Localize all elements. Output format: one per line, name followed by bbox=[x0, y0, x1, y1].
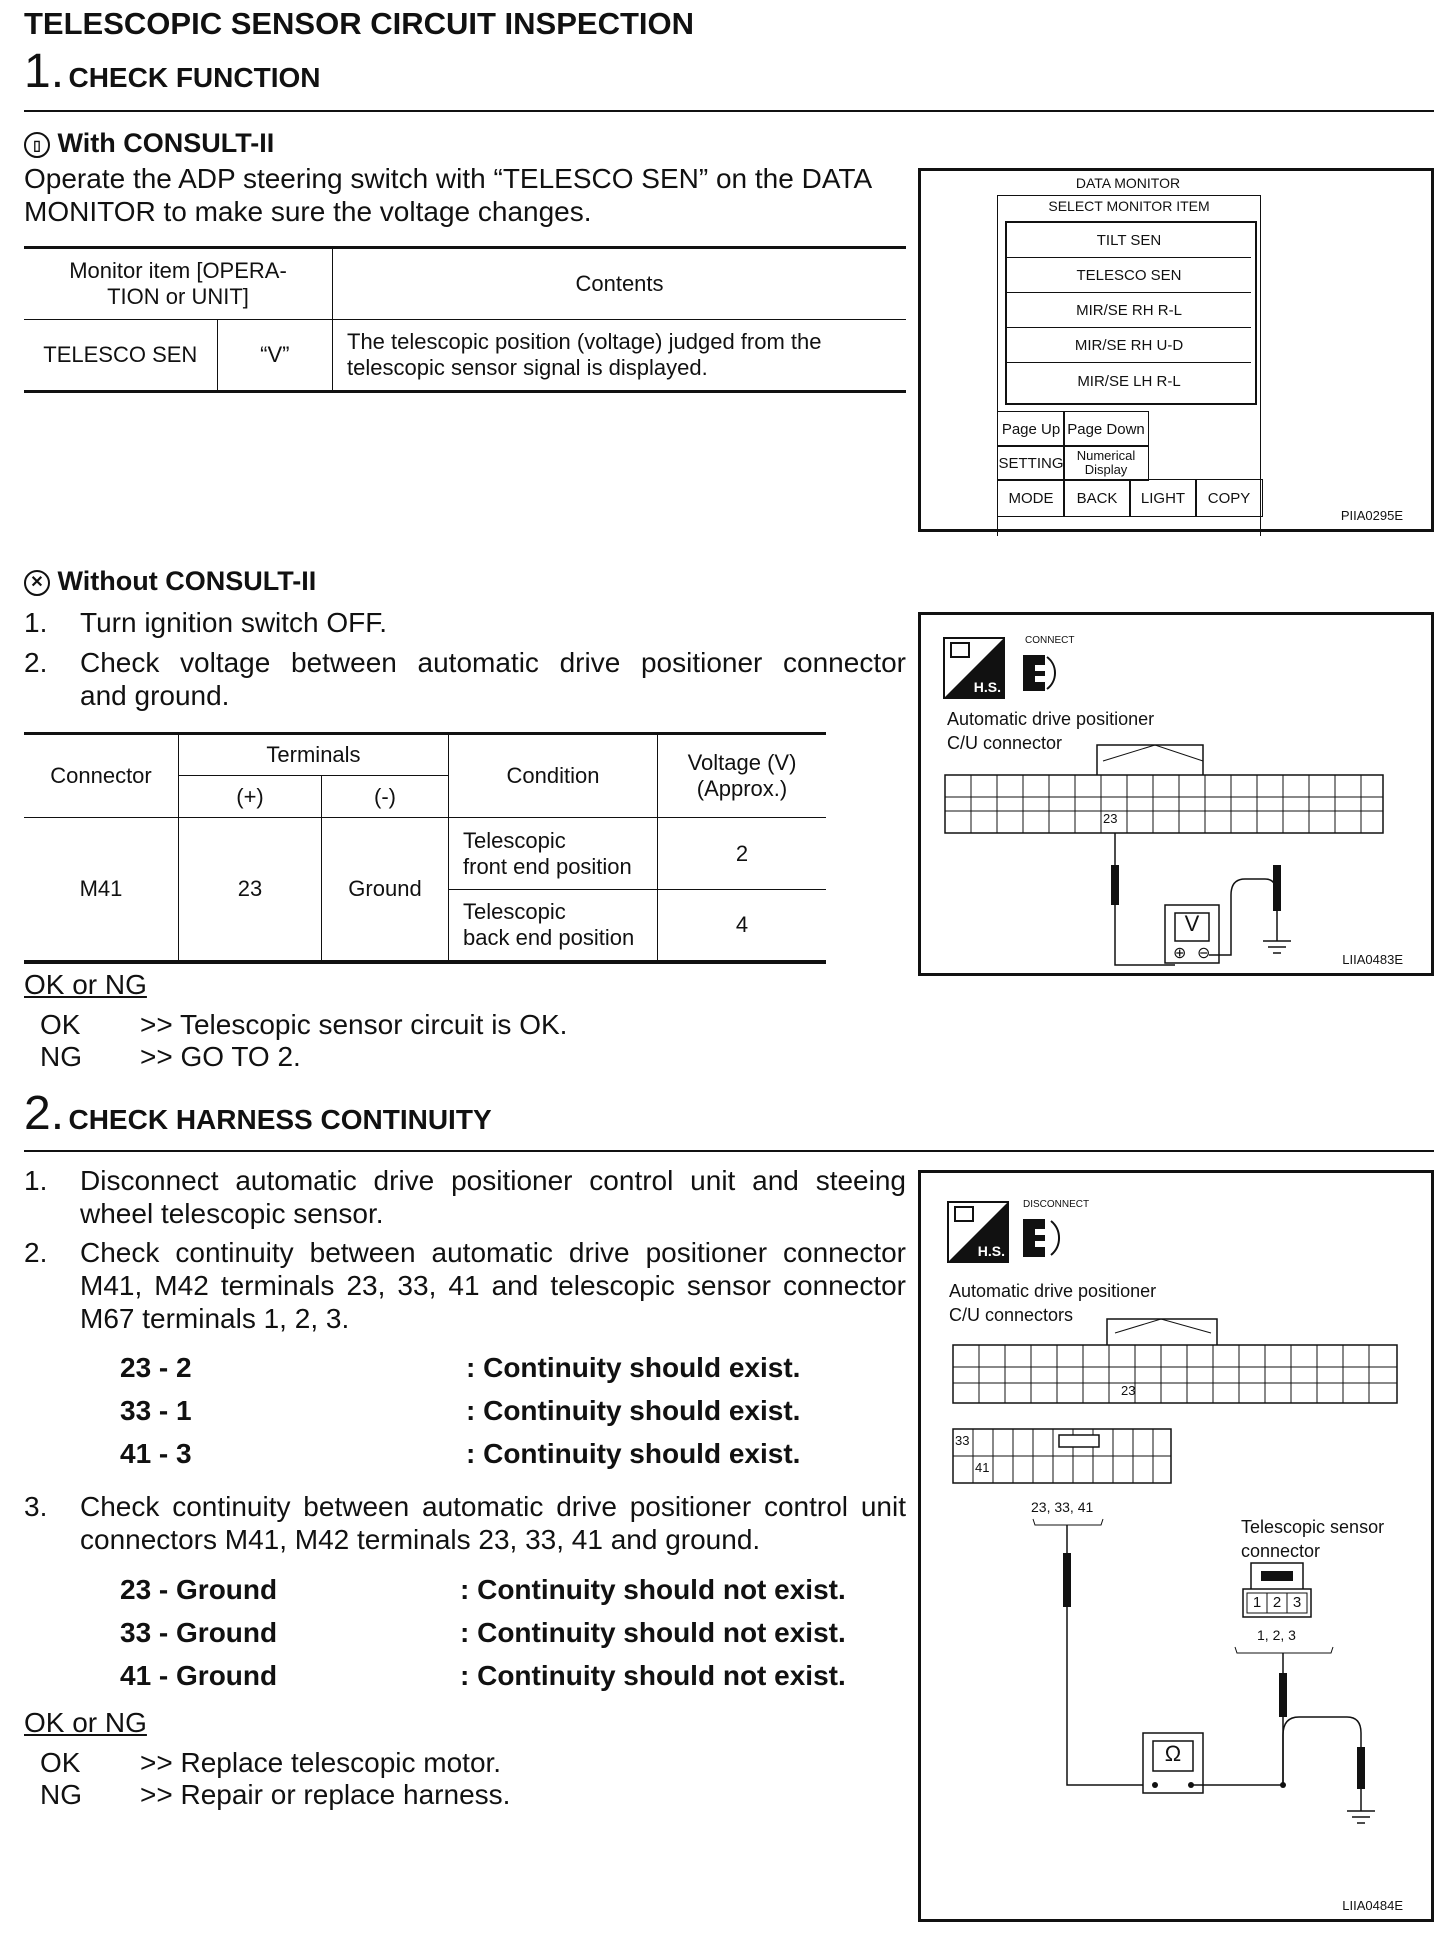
cell-voltage: 4 bbox=[658, 890, 827, 962]
cell-voltage: 2 bbox=[658, 818, 827, 890]
mode-button[interactable]: MODE bbox=[997, 479, 1065, 517]
connector-title: C/U connector bbox=[947, 733, 1063, 753]
ok-result: OK >> Replace telescopic motor. bbox=[40, 1747, 502, 1778]
terminal-label: 33 bbox=[955, 1433, 970, 1448]
table-header-contents: Contents bbox=[333, 248, 907, 320]
ok-result: OK >> Telescopic sensor circuit is OK. bbox=[40, 1009, 568, 1040]
spec-result: : Continuity should not exist. bbox=[460, 1574, 846, 1605]
back-button[interactable]: BACK bbox=[1063, 479, 1131, 517]
step2-number: 2. bbox=[24, 1087, 65, 1140]
monitor-item-table bbox=[24, 246, 906, 393]
spec-result: : Continuity should exist. bbox=[466, 1352, 801, 1383]
step1-title: CHECK FUNCTION bbox=[68, 62, 321, 93]
without-consult-heading: ✕ Without CONSULT-II bbox=[24, 566, 316, 597]
connector-title: Automatic drive positioner bbox=[949, 1281, 1157, 1301]
spec-result: : Continuity should not exist. bbox=[460, 1660, 846, 1691]
ohmmeter-icon: Ω bbox=[1164, 1741, 1182, 1766]
light-button[interactable]: LIGHT bbox=[1129, 479, 1197, 517]
step1-heading bbox=[24, 44, 320, 99]
connector-title: Automatic drive positioner bbox=[947, 709, 1155, 729]
list-item: 2. Check continuity between automatic drive positioner connector M41, M42 terminals 23, 33, 41 and telescopic sensor connector M67 terminals 1, 2, 3. bbox=[24, 1237, 906, 1334]
divider bbox=[24, 1150, 1434, 1152]
minus-terminal: ⊖ bbox=[1197, 945, 1211, 962]
spec-pair: 23 - 2 bbox=[120, 1352, 192, 1383]
with-consult-text: Operate the ADP steering switch with “TELESCO SEN” on the DATA MONITOR to make sure the voltage changes. bbox=[24, 163, 871, 227]
connect-label: CONNECT bbox=[1025, 635, 1075, 646]
header-plus: (+) bbox=[179, 776, 322, 818]
voltmeter-icon: V bbox=[1184, 911, 1200, 936]
consult-icon: ▯ bbox=[24, 132, 50, 158]
monitor-item[interactable]: MIR/SE RH U-D bbox=[1007, 328, 1251, 363]
header-connector: Connector bbox=[24, 734, 179, 818]
figure-id: LIIA0484E bbox=[1342, 1898, 1403, 1913]
cell-condition: Telescopic front end position bbox=[449, 818, 658, 890]
list-item: 2. Check voltage between automatic drive positioner connector and ground. bbox=[24, 647, 906, 711]
spec-pair: 33 - 1 bbox=[120, 1395, 192, 1426]
list-item: 3. Check continuity between automatic drive positioner control unit connectors M41, M42 terminals 23, 33, 41 and ground. bbox=[24, 1491, 906, 1555]
monitor-item[interactable]: MIR/SE RH R-L bbox=[1007, 293, 1251, 328]
copy-button[interactable]: COPY bbox=[1195, 479, 1263, 517]
spec-result: : Continuity should exist. bbox=[466, 1395, 801, 1426]
list-item: 1. Turn ignition switch OFF. bbox=[24, 607, 388, 638]
cell-minus: Ground bbox=[322, 818, 449, 962]
harness-icon: H.S. bbox=[947, 1201, 1009, 1263]
figure-id: LIIA0483E bbox=[1342, 952, 1403, 967]
pin-label: 1 bbox=[1252, 1594, 1262, 1611]
continuity-diagram bbox=[921, 1173, 1431, 1919]
monitor-item[interactable]: TILT SEN bbox=[1007, 223, 1251, 258]
sensor-title: connector bbox=[1241, 1541, 1321, 1561]
cell-condition: Telescopic back end position bbox=[449, 890, 658, 962]
monitor-item[interactable]: TELESCO SEN bbox=[1007, 258, 1251, 293]
data-monitor-figure bbox=[918, 168, 1434, 532]
header-minus: (-) bbox=[322, 776, 449, 818]
sensor-title: Telescopic sensor bbox=[1241, 1517, 1385, 1537]
monitor-title: DATA MONITOR bbox=[1075, 175, 1181, 191]
step1-number: 1. bbox=[24, 45, 65, 98]
header-terminals: Terminals bbox=[179, 734, 449, 776]
ng-result: NG >> GO TO 2. bbox=[40, 1041, 301, 1072]
no-consult-icon: ✕ bbox=[24, 570, 50, 596]
spec-pair: 33 - Ground bbox=[120, 1617, 278, 1648]
cell-connector: M41 bbox=[24, 818, 179, 962]
monitor-select: SELECT MONITOR ITEM bbox=[1048, 198, 1210, 214]
plus-terminal: ⊕ bbox=[1173, 945, 1187, 962]
step2-heading bbox=[24, 1086, 492, 1141]
pins-label: 1, 2, 3 bbox=[1257, 1627, 1296, 1643]
ok-ng-heading: OK or NG bbox=[24, 969, 147, 1000]
numerical-display-button[interactable]: Numerical Display bbox=[1063, 445, 1149, 481]
disconnect-label: DISCONNECT bbox=[1023, 1199, 1090, 1210]
table-header-item: Monitor item [OPERA- TION or UNIT] bbox=[24, 248, 333, 320]
step2-title: CHECK HARNESS CONTINUITY bbox=[68, 1104, 492, 1135]
divider bbox=[24, 110, 1434, 112]
pin-label: 3 bbox=[1292, 1594, 1302, 1611]
header-condition: Condition bbox=[449, 734, 658, 818]
connector-title: C/U connectors bbox=[949, 1305, 1074, 1325]
table-cell-unit: “V” bbox=[217, 320, 332, 392]
monitor-item[interactable]: MIR/SE LH R-L bbox=[1077, 372, 1181, 390]
pin-label: 2 bbox=[1272, 1594, 1282, 1611]
table-cell-item: TELESCO SEN bbox=[24, 320, 217, 392]
spec-pair: 41 - Ground bbox=[120, 1660, 278, 1691]
spec-pair: 41 - 3 bbox=[120, 1438, 192, 1469]
probe-label: 23, 33, 41 bbox=[1031, 1499, 1094, 1515]
voltage-check-figure bbox=[918, 612, 1434, 976]
harness-icon: H.S. bbox=[943, 637, 1005, 699]
list-item: 1. Disconnect automatic drive positioner control unit and steeing wheel telescopic sensor. bbox=[24, 1165, 906, 1229]
continuity-check-figure bbox=[918, 1170, 1434, 1922]
page-down-button[interactable]: Page Down bbox=[1063, 411, 1149, 447]
spec-result: : Continuity should not exist. bbox=[460, 1617, 846, 1648]
terminal-label: 23 bbox=[1103, 811, 1118, 826]
header-voltage: Voltage (V) (Approx.) bbox=[658, 734, 827, 818]
voltage-table bbox=[24, 732, 826, 964]
spec-result: : Continuity should exist. bbox=[466, 1438, 801, 1469]
page-up-button[interactable]: Page Up bbox=[997, 411, 1065, 447]
table-cell-contents: The telescopic position (voltage) judged from the telescopic sensor signal is displayed. bbox=[333, 320, 907, 392]
cell-plus: 23 bbox=[179, 818, 322, 962]
page-title: TELESCOPIC SENSOR CIRCUIT INSPECTION bbox=[24, 6, 695, 41]
terminal-label: 41 bbox=[975, 1460, 990, 1475]
figure-id: PIIA0295E bbox=[1340, 508, 1403, 523]
with-consult-heading: ▯ With CONSULT-II bbox=[24, 128, 274, 159]
ng-result: NG >> Repair or replace harness. bbox=[40, 1779, 511, 1810]
terminal-label: 23 bbox=[1121, 1383, 1136, 1398]
spec-pair: 23 - Ground bbox=[120, 1574, 278, 1605]
setting-button[interactable]: SETTING bbox=[997, 445, 1065, 481]
ok-ng-heading: OK or NG bbox=[24, 1707, 147, 1738]
